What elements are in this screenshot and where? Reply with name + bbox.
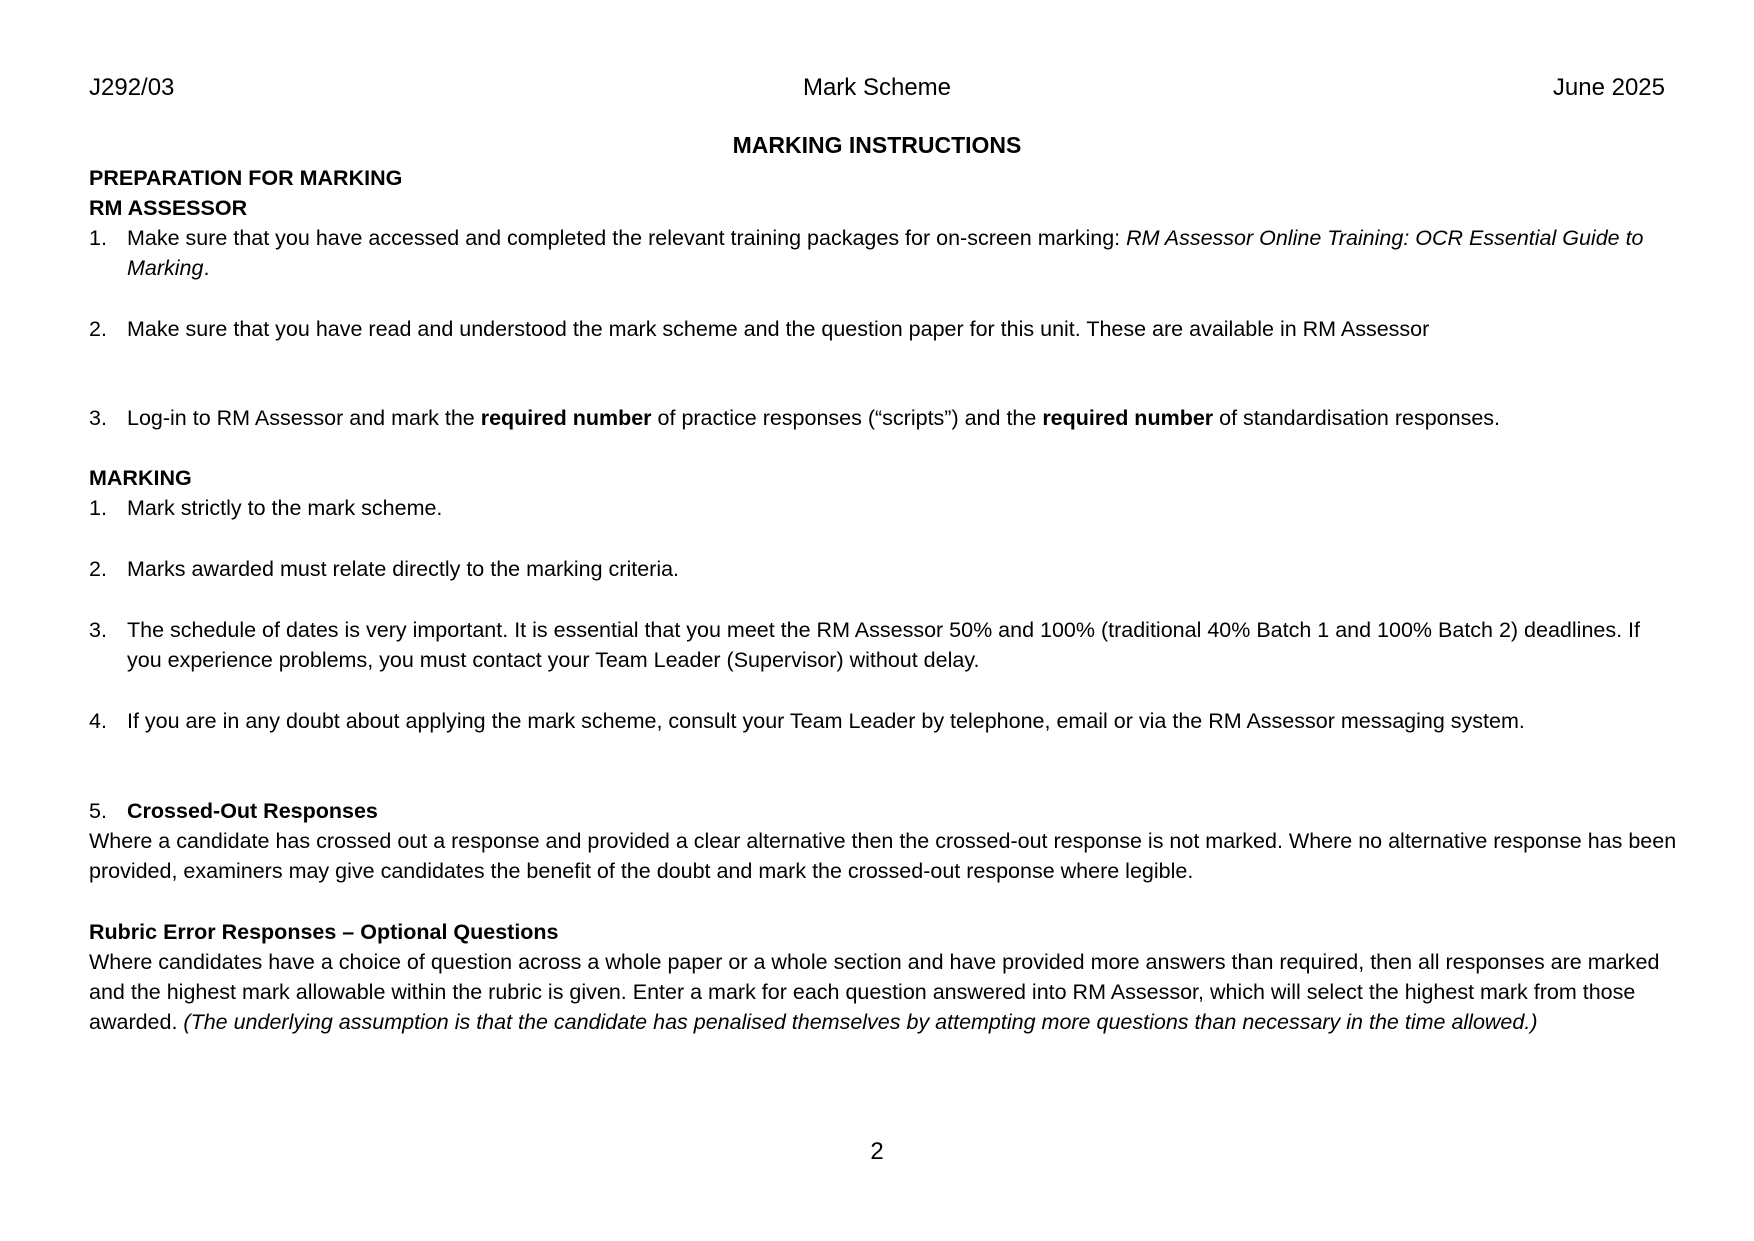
crossed-out-paragraph: Where a candidate has crossed out a response and provided a clear alternative then the crossed-out response is not marked. Where no alternative response has been provided, examiners may give candidates the benefit of the doubt and mark the crossed-out response where legible. [89, 829, 1677, 883]
item-text: Make sure that you have accessed and completed the relevant training packages for on-screen marking: [127, 226, 1127, 250]
document-type: Mark Scheme [802, 74, 952, 101]
emphasis-text: required number [480, 406, 652, 430]
rm-assessor-heading: RM ASSESSOR [89, 196, 248, 220]
paper-code: J292/03 [89, 74, 175, 101]
prep-item-2 [89, 314, 1679, 344]
marking-item-3 [89, 615, 1679, 675]
preparation-heading: PREPARATION FOR MARKING [89, 166, 403, 190]
list-text: The schedule of dates is very important. It is essential that you meet the RM Assessor 50% and 100% (traditional 40% Batch 1 and 100% Batch 2) deadlines. If you experience problems, you must contact your Team Leader (Supervisor) without delay. [127, 618, 1640, 672]
list-number: 1. [89, 496, 107, 520]
rubric-error-paragraph [89, 947, 1679, 1037]
list-number: 2. [89, 317, 107, 341]
page-number: 2 [870, 1138, 884, 1165]
rubric-note: (The underlying assumption is that the candidate has penalised themselves by attempting more questions than necessary in the time allowed.) [183, 1010, 1538, 1034]
list-number: 3. [89, 618, 107, 642]
marking-heading: MARKING [89, 466, 192, 490]
list-number: 1. [89, 226, 107, 250]
exam-date: June 2025 [1552, 74, 1665, 101]
marking-item-1 [89, 493, 1679, 523]
item-text: of standardisation responses. [1213, 406, 1500, 430]
list-number: 3. [89, 406, 107, 430]
prep-item-3 [89, 403, 1679, 433]
list-number: 4. [89, 709, 107, 733]
training-title: RM Assessor Online Training: OCR Essential Guide to Marking [127, 226, 1644, 280]
rubric-text: Where candidates have a choice of question across a whole paper or a whole section and have provided more answers than required, then all responses are marked and the highest mark allowable within the rubric is given. Enter a mark for each question answered into RM Assessor, which will select the highest mark from those awarded. [89, 950, 1660, 1034]
item-text-end: . [203, 256, 210, 280]
marking-item-2 [89, 554, 1679, 584]
list-text: Mark strictly to the mark scheme. [127, 496, 443, 520]
marking-item-4 [89, 706, 1679, 736]
marking-item-5 [89, 796, 1679, 826]
prep-item-1 [89, 223, 1679, 283]
list-text: Make sure that you have read and understood the mark scheme and the question paper for this unit. These are available in RM Assessor [127, 317, 1430, 341]
list-text: Marks awarded must relate directly to the marking criteria. [127, 557, 680, 581]
emphasis-text: required number [1042, 406, 1214, 430]
rubric-error-heading: Rubric Error Responses – Optional Questions [89, 920, 559, 944]
list-number: 2. [89, 557, 107, 581]
page-title: MARKING INSTRUCTIONS [732, 132, 1022, 158]
list-text [127, 223, 1679, 283]
item-text: of practice responses (“scripts”) and the [651, 406, 1043, 430]
page-header [89, 74, 1665, 106]
list-text [127, 403, 1679, 433]
crossed-out-heading: Crossed-Out Responses [127, 799, 378, 823]
list-number: 5. [89, 799, 107, 823]
item-text: Log-in to RM Assessor and mark the [127, 406, 481, 430]
list-text: If you are in any doubt about applying the mark scheme, consult your Team Leader by telephone, email or via the RM Assessor messaging system. [127, 709, 1525, 733]
